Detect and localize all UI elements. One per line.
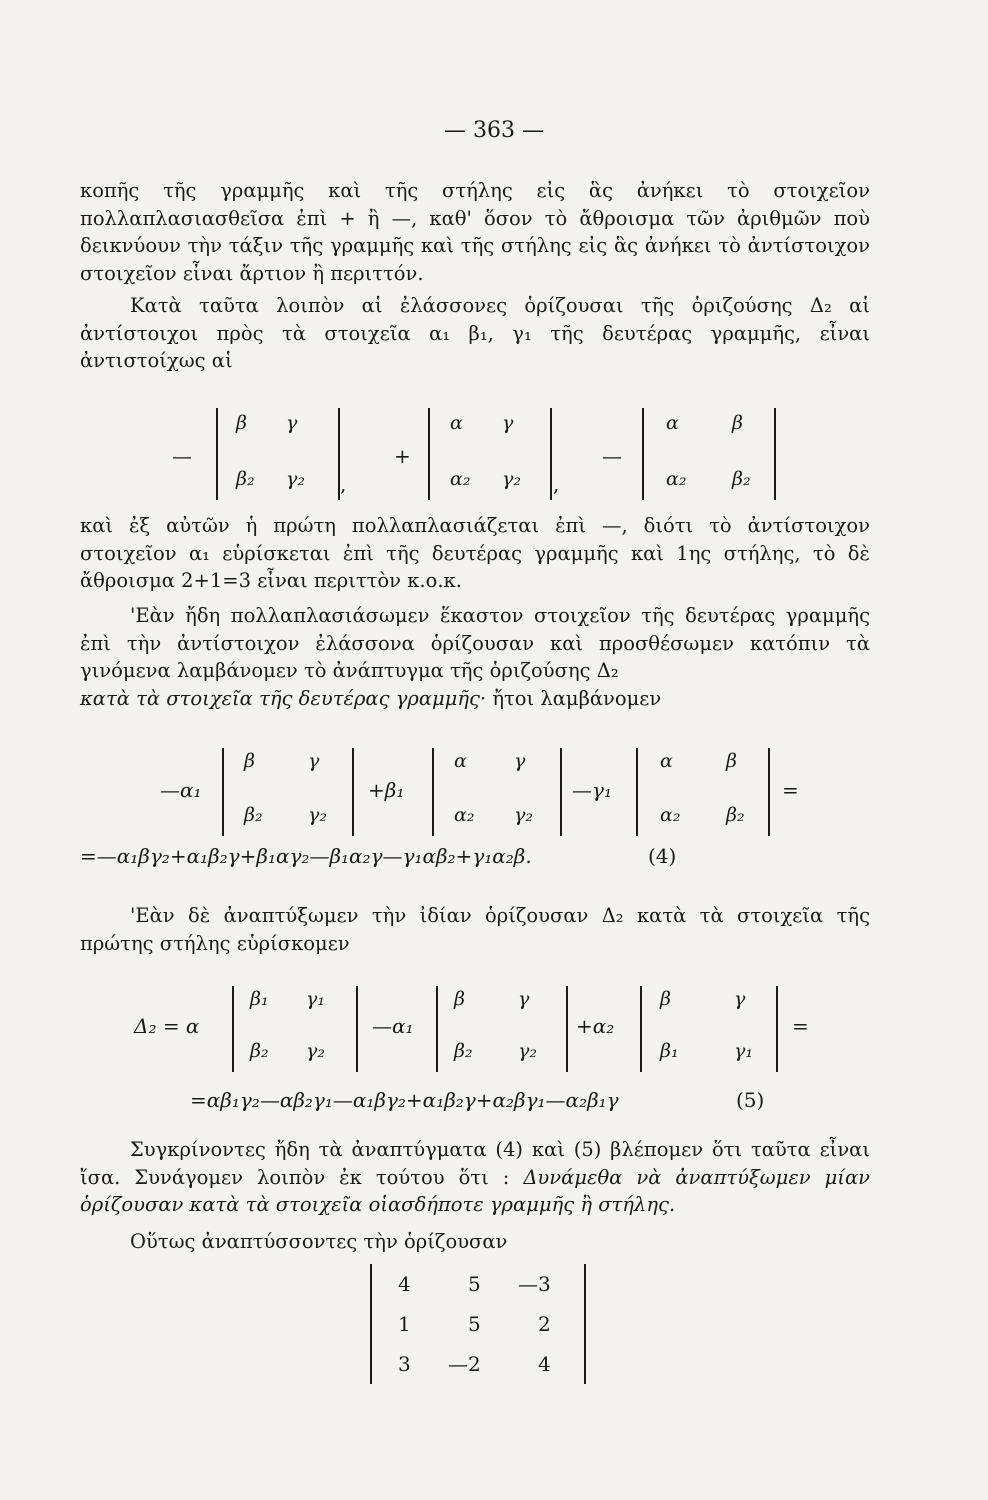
det-cell: γ₂ [518, 1040, 537, 1062]
det-cell: γ [518, 988, 530, 1010]
numeric-determinant [370, 1264, 586, 1384]
minor-determinant-3 [642, 408, 776, 500]
paragraph-4-text: 'Εὰν ἤδη πολλαπλασιάσωμεν ἕκαστον στοιχεῖον τῆς δευτέρας γραμμῆς ἐπὶ τὴν ἀντίστοιχον ἐλάσσονα ὁρίζουσαν καὶ προσθέσωμεν κατόπιν τὰ γινόμενα λαμβάνομεν τὸ ἀνάπτυγμα τῆς ὁριζούσης Δ₂ [80, 604, 870, 682]
matrix-cell: 1 [398, 1312, 411, 1336]
sign-plus: + [394, 444, 411, 468]
paragraph-6-text: Συγκρίνοντες ἤδη τὰ ἀναπτύγματα (4) καὶ (5) βλέπομεν ὅτι ταῦτα εἶναι ἴσα. Συνάγομεν λοιπὸν ἐκ τούτου ὅτι : [80, 1138, 870, 1189]
paragraph-3-text: καὶ ἐξ αὐτῶν ἡ πρώτη πολλαπλασιάζεται ἐπὶ —, διότι τὸ ἀντίστοιχον στοιχεῖον α₁ εὑρίσκεται ἐπὶ τῆς δευτέρας γραμμῆς καὶ 1ης στήλης, τὸ δὲ ἄθροισμα 2+1=3 εἶναι περιττὸν κ.ο.κ. [80, 514, 870, 592]
matrix-cell: —2 [448, 1352, 481, 1376]
det-cell: γ₁ [306, 988, 325, 1010]
paragraph-5 [80, 902, 870, 957]
det-cell: γ [286, 412, 298, 434]
det-cell: β [726, 750, 737, 772]
minor-determinant-2 [428, 408, 552, 500]
det-cell: β₁ [660, 1040, 679, 1062]
paragraph-7 [80, 1228, 870, 1256]
det-cell: γ [734, 988, 746, 1010]
det-cell: α [660, 750, 673, 772]
matrix-cell: 4 [538, 1352, 551, 1376]
equals-sign: = [782, 778, 799, 802]
det-cell: γ [514, 750, 526, 772]
det-cell: β₂ [454, 1040, 473, 1062]
paragraph-1-text: κοπῆς τῆς γραμμῆς καὶ τῆς στήλης εἰς ἃς ἀνήκει τὸ στοιχεῖον πολλαπλασιασθεῖσα ἐπὶ + ἢ —, καθ' ὅσον τὸ ἄθροισμα τῶν ἀριθμῶν ποὺ δεικνύουν τὴν τάξιν τῆς γραμμῆς καὶ τῆς στήλης εἰς ἃς ἀνήκει τὸ ἀντίστοιχον στοιχεῖον εἶναι ἄρτιον ἢ περιττόν. [80, 179, 870, 285]
minor-determinant-1 [216, 408, 340, 500]
paragraph-4-tail: ἤτοι λαμβάνομεν [486, 686, 662, 710]
paragraph-4-italic: κατὰ τὰ στοιχεῖα τῆς δευτέρας γραμμῆς· [80, 686, 487, 710]
det-cell: γ₂ [306, 1040, 325, 1062]
minor-determinant-7 [232, 986, 358, 1072]
minor-determinant-6 [636, 748, 770, 836]
det-cell: α₂ [666, 468, 687, 490]
paragraph-1 [80, 177, 870, 287]
det-cell: α [454, 750, 467, 772]
det-cell: β₁ [250, 988, 269, 1010]
minor-determinant-8 [436, 986, 568, 1072]
det-cell: α₂ [454, 804, 475, 826]
det-cell: β₂ [732, 468, 751, 490]
paragraph-6 [80, 1136, 870, 1219]
det-cell: β₂ [236, 468, 255, 490]
det-cell: α₂ [450, 468, 471, 490]
coef-minus-alpha1: —α₁ [160, 778, 202, 802]
minor-determinant-5 [432, 748, 562, 836]
det-cell: γ₂ [308, 804, 327, 826]
det-cell: γ₁ [734, 1040, 753, 1062]
det-cell: γ [308, 750, 320, 772]
coef-plus-alpha2: +α₂ [576, 1014, 615, 1038]
page-number: — 363 — [444, 118, 544, 143]
det-cell: β₂ [726, 804, 745, 826]
paragraph-6-italic: Δυνάμεθα νὰ ἀναπτύξωμεν μίαν ὁρίζουσαν κατὰ τὰ στοιχεῖα οἱασδήποτε γραμμῆς ἢ στήλης. [80, 1165, 870, 1216]
det-cell: β [660, 988, 671, 1010]
matrix-cell: —3 [518, 1272, 551, 1296]
det-cell: γ₂ [502, 468, 521, 490]
det-cell: β₂ [244, 804, 263, 826]
paragraph-3 [80, 512, 870, 595]
coef-plus-beta1: +β₁ [368, 778, 405, 802]
paragraph-2 [80, 292, 870, 375]
det-cell: γ [502, 412, 514, 434]
det-cell: α [666, 412, 679, 434]
paragraph-2-text: Κατὰ ταῦτα λοιπὸν αἱ ἐλάσσονες ὁρίζουσαι τῆς ὁριζούσης Δ₂ αἱ ἀντίστοιχοι πρὸς τὰ στοιχεῖα α₁ β₁, γ₁ τῆς δευτέρας γραμμῆς, εἶναι ἀντιστοίχως αἱ [80, 294, 870, 372]
det-cell: β [236, 412, 247, 434]
coef-minus-alpha1: —α₁ [372, 1014, 414, 1038]
matrix-cell: 5 [468, 1272, 481, 1296]
sign-minus-2: — [602, 444, 622, 468]
separator-comma: , [340, 472, 347, 496]
matrix-cell: 3 [398, 1352, 411, 1376]
matrix-cell: 4 [398, 1272, 411, 1296]
det-cell: α₂ [660, 804, 681, 826]
equation-number-5: (5) [736, 1088, 765, 1112]
expansion-equation-4: =—α₁βγ₂+α₁β₂γ+β₁αγ₂—β₁α₂γ—γ₁αβ₂+γ₁α₂β. [80, 844, 532, 868]
expansion-equation-5: =αβ₁γ₂—αβ₂γ₁—α₁βγ₂+α₁β₂γ+α₂βγ₁—α₂β₁γ [190, 1088, 619, 1112]
equals-sign: = [792, 1014, 809, 1038]
det-cell: α [450, 412, 463, 434]
equation-number-4: (4) [648, 844, 677, 868]
matrix-cell: 5 [468, 1312, 481, 1336]
separator-comma: , [553, 472, 560, 496]
paragraph-5-text: 'Εὰν δὲ ἀναπτύξωμεν τὴν ἰδίαν ὁρίζουσαν Δ₂ κατὰ τὰ στοιχεῖα τῆς πρώτης στήλης εὑρίσκομεν [80, 904, 870, 955]
paragraph-4 [80, 602, 870, 712]
minor-determinant-4 [222, 748, 354, 836]
coef-minus-gamma1: —γ₁ [572, 778, 612, 802]
det-cell: γ₂ [514, 804, 533, 826]
det-cell: γ₂ [286, 468, 305, 490]
sign-minus-1: — [172, 444, 192, 468]
det-cell: β [454, 988, 465, 1010]
lhs-delta2-alpha: Δ₂ = α [134, 1014, 200, 1038]
det-cell: β₂ [250, 1040, 269, 1062]
matrix-cell: 2 [538, 1312, 551, 1336]
minor-determinant-9 [640, 986, 778, 1072]
paragraph-7-text: Οὕτως ἀναπτύσσοντες τὴν ὁρίζουσαν [130, 1230, 508, 1253]
det-cell: β [732, 412, 743, 434]
det-cell: β [244, 750, 255, 772]
